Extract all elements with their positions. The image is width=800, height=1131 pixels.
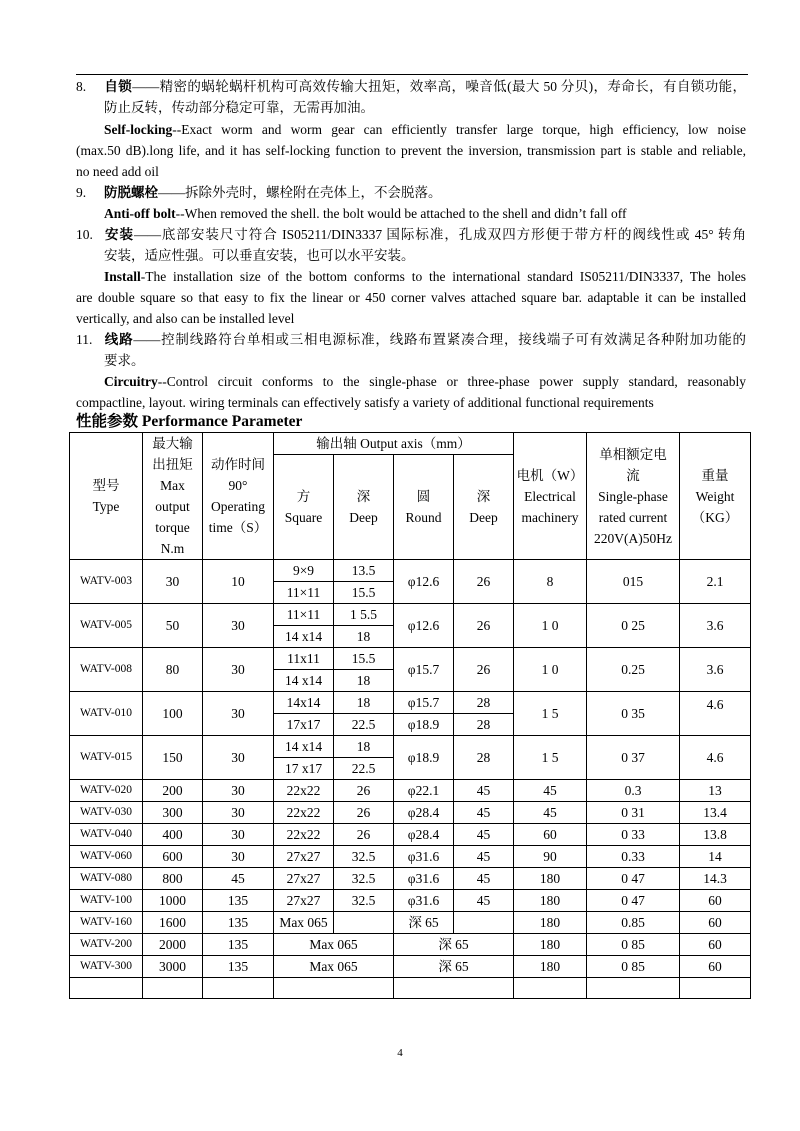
header-output-axis: 输出轴 Output axis（mm） [274,433,514,455]
item-8-en-line-2: (max.50 dB).long life, and it has self-locking function to prevent the inversion, transmission part is stable and reliable, [76,143,746,158]
header-rule [76,74,748,75]
table-row: WATV-160 1600 135 Max 065 深 65 180 0.85 60 [70,912,751,934]
page-number: 4 [397,1047,403,1059]
header-deep-1: 深 Deep [334,455,394,560]
header-square: 方 Square [274,455,334,560]
section-title: 性能参数 Performance Parameter [76,413,303,430]
table-row: WATV-200 2000 135 Max 065 深 65 180 0 85 60 [70,934,751,956]
header-max-torque: 最大输 出扭矩 Max output torque N.m [143,433,203,560]
table-row: WATV-040 400 30 22x22 26 φ28.4 45 60 0 33 13.8 [70,824,751,846]
table-row: WATV-060 600 30 27x27 32.5 φ31.6 45 90 0.33 14 [70,846,751,868]
performance-table [69,432,751,999]
item-11-en-line-1: Circuitry--Control circuit conforms to the single-phase or three-phase power supply standard, reasonably [104,374,746,389]
table-row: 14 x14 18 [70,670,751,692]
header-rated-current: 单相额定电 流 Single-phase rated current 220V(A)50Hz [587,433,680,560]
table-row: WATV-015 150 30 14 x14 18 φ18.9 28 1 5 0 37 4.6 [70,736,751,758]
item-10-en-line-1: Install-The installation size of the bottom conforms to the international standard IS05211/DIN3337, The holes [104,269,746,284]
item-10-en-line-2: are double square so that easy to fix the linear or 450 corner valves attached square bar. adaptable it can be installed [76,290,746,305]
item-8-line-1: 8. 自锁——精密的蜗轮蜗杆机构可高效传输大扭矩，效率高，噪音低(最大 50 分贝)，寿命长，有自锁功能， [76,79,746,94]
table-row: 17x17 22.5 φ18.9 28 [70,714,751,736]
header-operating-time: 动作时间 90° Operating time（S） [203,433,274,560]
table-row: 17 x17 22.5 [70,758,751,780]
table-row: WATV-100 1000 135 27x27 32.5 φ31.6 45 180 0 47 60 [70,890,751,912]
item-8-line-2: 防止反转，传动部分稳定可靠，无需再加油。 [104,100,374,115]
item-10-line-2: 安装，适应性强。可以垂直安装，也可以水平安装。 [104,248,415,263]
header-electrical: 电机（W） Electrical machinery [514,433,587,560]
header-type: 型号 Type [70,433,143,560]
item-10-en-line-3: vertically, and also can be installed level [76,311,295,326]
item-10-line-1: 10. 安装——底部安装尺寸符合 IS05211/DIN3337 国际标准，孔成双四方形便于带方杆的阀线性或 45° 转角 [76,227,746,242]
table-row: WATV-020 200 30 22x22 26 φ22.1 45 45 0.3 13 [70,780,751,802]
table-row: 14 x14 18 [70,626,751,648]
table-row: WATV-008 80 30 11x11 15.5 φ15.7 26 1 0 0.25 3.6 [70,648,751,670]
item-11-en-line-2: compactline, layout. wiring terminals can effectively satisfy a variety of additional functional requirements [76,395,654,410]
table-row: 11×11 15.5 [70,582,751,604]
item-11-line-2: 要求。 [104,353,145,368]
item-8-en-line-1: Self-locking--Exact worm and worm gear can efficiently transfer large torque, high efficiency, low noise [104,122,746,137]
header-row-1 [70,433,751,455]
item-11-line-1: 11. 线路——控制线路符台单相或三相电源标准，线路布置紧凑合理，接线端子可有效满足各种附加功能的 [76,332,747,347]
header-weight: 重量 Weight （KG） [680,433,751,560]
table-row: WATV-300 3000 135 Max 065 深 65 180 0 85 60 [70,956,751,978]
table-row: WATV-005 50 30 11×11 1 5.5 φ12.6 26 1 0 0 25 3.6 [70,604,751,626]
header-round: 圆 Round [394,455,454,560]
item-8-en-line-3: no need add oil [76,164,159,179]
header-deep-2: 深 Deep [454,455,514,560]
table-row: WATV-010 100 30 14x14 18 φ15.7 28 1 5 0 35 4.6 [70,692,751,714]
item-9-en-line-1: Anti-off bolt--When removed the shell. the bolt would be attached to the shell and didn’t fall off [104,206,627,221]
table-row: WATV-003 30 10 9×9 13.5 φ12.6 26 8 015 2.1 [70,560,751,582]
table-row: WATV-080 800 45 27x27 32.5 φ31.6 45 180 0 47 14.3 [70,868,751,890]
table-row [70,978,751,999]
table-row: WATV-030 300 30 22x22 26 φ28.4 45 45 0 31 13.4 [70,802,751,824]
item-9-line-1: 9. 防脱螺栓——拆除外壳时，螺栓附在壳体上，不会脱落。 [76,185,442,200]
